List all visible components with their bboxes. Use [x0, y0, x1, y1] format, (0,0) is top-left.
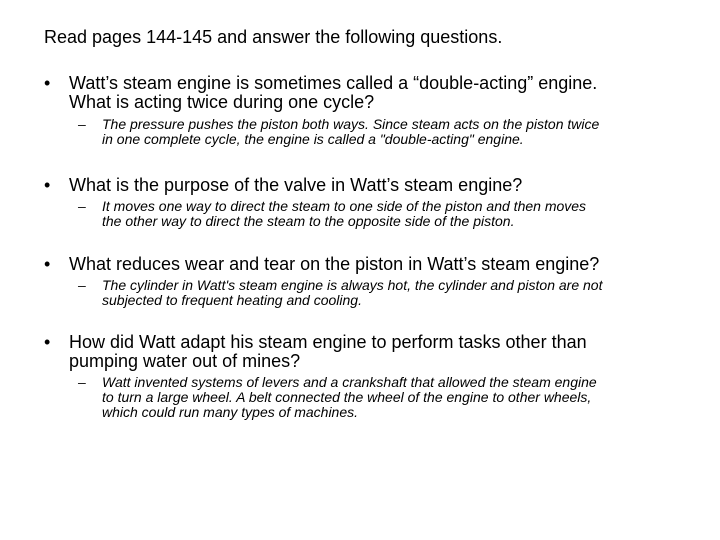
- dash-marker: –: [78, 277, 86, 293]
- bullet-marker: •: [44, 73, 51, 93]
- answer-text: [102, 375, 692, 420]
- question-text: [69, 333, 709, 371]
- answer-line: the other way to direct the steam to the opposite side of the piston.: [102, 213, 515, 229]
- answer-line: to turn a large wheel. A belt connected the wheel of the engine to other wheels,: [102, 389, 592, 405]
- question-line: What is the purpose of the valve in Watt’s steam engine?: [69, 175, 523, 195]
- question-line: pumping water out of mines?: [69, 351, 301, 371]
- answer-line: It moves one way to direct the steam to one side of the piston and then moves: [102, 198, 587, 214]
- bullet-marker: •: [44, 332, 51, 352]
- dash-marker: –: [78, 374, 86, 390]
- question-line: What is acting twice during one cycle?: [69, 92, 375, 112]
- question-text: [69, 176, 709, 195]
- answer-line: which could run many types of machines.: [102, 404, 359, 420]
- question-line: Watt’s steam engine is sometimes called a “double-acting” engine.: [69, 73, 598, 93]
- answer-line: in one complete cycle, the engine is called a "double-acting" engine.: [102, 131, 524, 147]
- answer-line: subjected to frequent heating and cooling.: [102, 292, 362, 308]
- page-title: Read pages 144-145 and answer the following questions.: [44, 27, 503, 47]
- bullet-marker: •: [44, 175, 51, 195]
- question-line: How did Watt adapt his steam engine to perform tasks other than: [69, 332, 587, 352]
- answer-text: [102, 278, 692, 308]
- answer-line: The pressure pushes the piston both ways. Since steam acts on the piston twice: [102, 116, 600, 132]
- bullet-marker: •: [44, 254, 51, 274]
- answer-line: Watt invented systems of levers and a crankshaft that allowed the steam engine: [102, 374, 597, 390]
- question-line: What reduces wear and tear on the piston in Watt’s steam engine?: [69, 254, 600, 274]
- question-text: [69, 74, 709, 112]
- question-text: [69, 255, 709, 274]
- answer-text: [102, 117, 692, 147]
- answer-line: The cylinder in Watt's steam engine is always hot, the cylinder and piston are not: [102, 277, 603, 293]
- dash-marker: –: [78, 198, 86, 214]
- dash-marker: –: [78, 116, 86, 132]
- answer-text: [102, 199, 692, 229]
